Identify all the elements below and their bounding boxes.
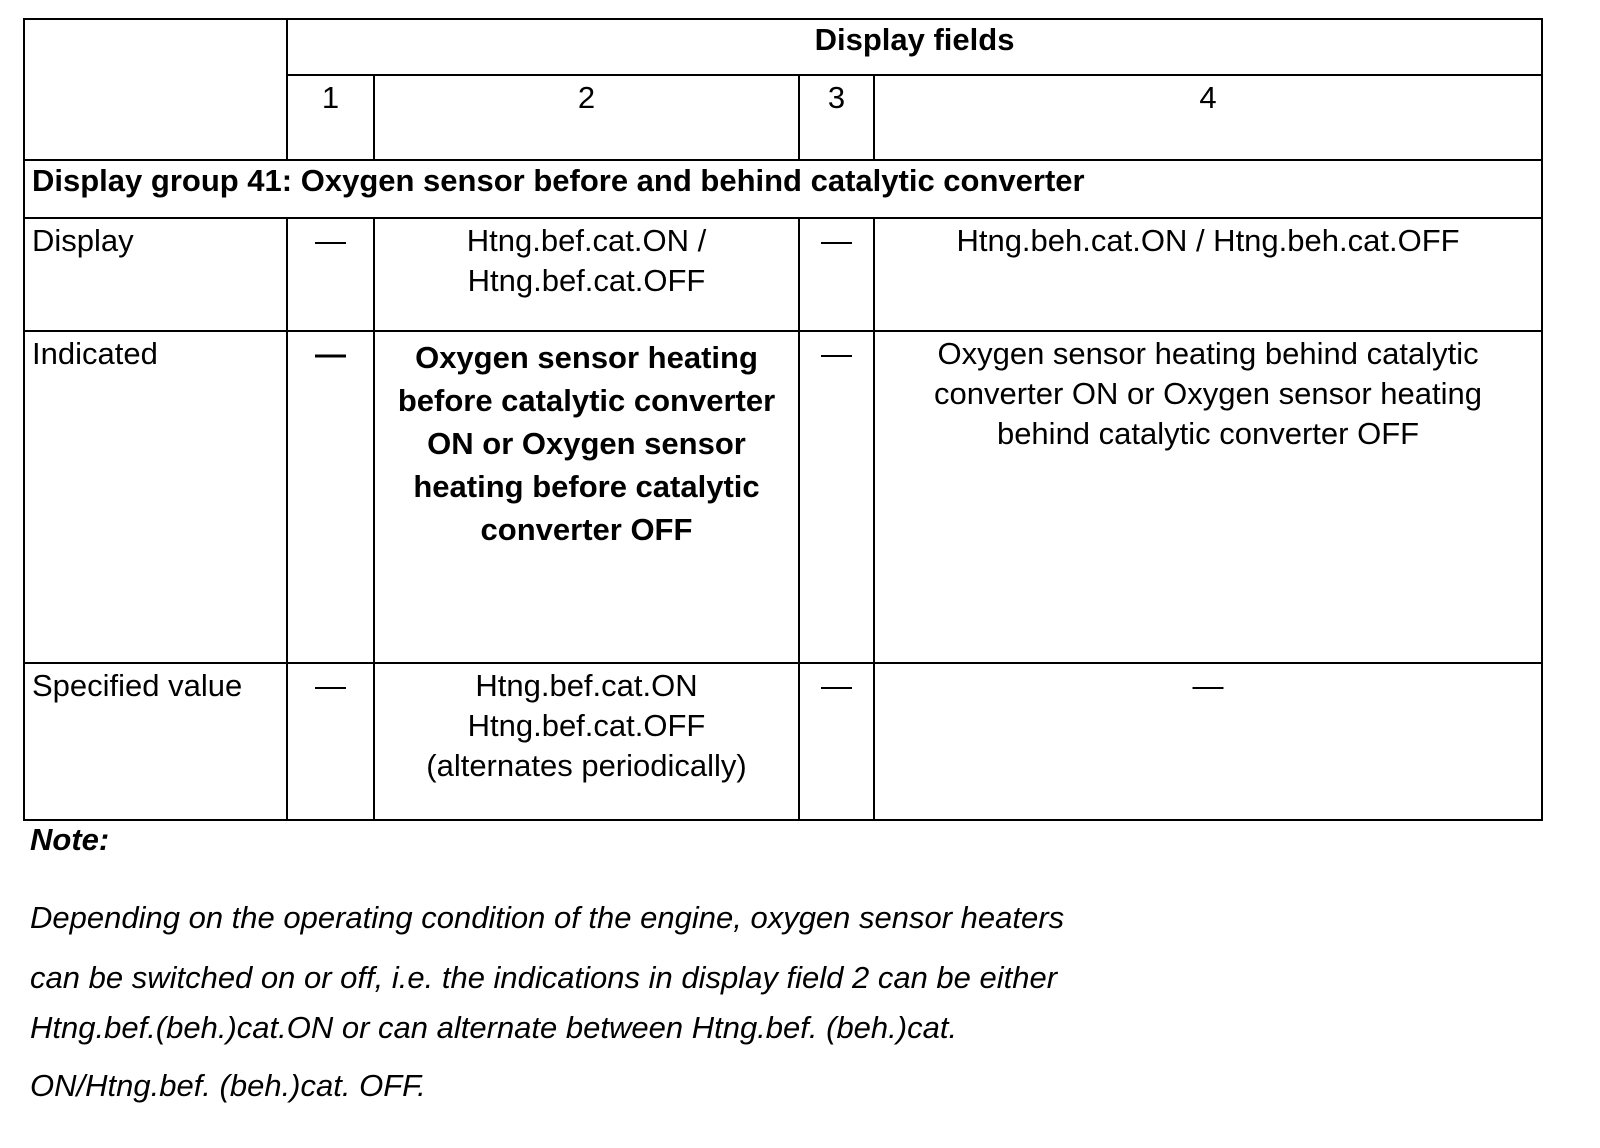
note-line: ON/Htng.bef. (beh.)cat. OFF. [30,1068,426,1103]
specified-field2-line: (alternates periodically) [426,748,747,783]
display-fields-header: Display fields [287,19,1542,75]
indicated-field2 [374,331,799,663]
display-field1 [287,218,374,331]
indicated-field2-line: before catalytic converter [397,383,776,418]
row-label-indicated [24,331,287,663]
indicated-field4 [874,331,1542,663]
specified-field2-line: Htng.bef.cat.OFF [467,708,706,743]
row-label-display [24,218,287,331]
indicated-field2-line: heating before catalytic [413,469,760,504]
table-row-display [24,218,1542,331]
note-line: Htng.bef.(beh.)cat.ON or can alternate between Htng.bef. (beh.)cat. [30,1010,958,1045]
display-field2 [374,218,799,331]
row-label-display-text: Display [32,223,134,258]
field-number-2: 2 [374,75,799,160]
table-row-specified [24,663,1542,820]
field-number-3: 3 [799,75,874,160]
display-group-table [23,18,1543,821]
indicated-field1-text: — [315,336,346,371]
specified-field4-text: — [1192,668,1224,703]
header-row [24,19,1542,75]
specified-field3 [799,663,874,820]
row-label-specified [24,663,287,820]
display-group-title: Display group 41: Oxygen sensor before and behind catalytic converter [24,160,1542,218]
specified-field3-text: — [821,668,852,703]
indicated-field4-line: behind catalytic converter OFF [996,416,1420,451]
group-row [24,160,1542,218]
specified-field4 [874,663,1542,820]
display-field1-text: — [315,223,346,258]
specified-field2 [374,663,799,820]
display-field2-line: Htng.bef.cat.OFF [467,263,706,298]
specified-field1-text: — [315,668,346,703]
indicated-field1 [287,331,374,663]
display-field3 [799,218,874,331]
display-field3-text: — [821,223,852,258]
indicated-field3 [799,331,874,663]
note-label: Note: [30,822,110,857]
display-field4-text: Htng.beh.cat.ON / Htng.beh.cat.OFF [956,223,1460,258]
indicated-field4-line: converter ON or Oxygen sensor heating [934,376,1482,411]
corner-cell [24,19,287,160]
specified-field1 [287,663,374,820]
row-label-specified-text: Specified value [32,668,243,703]
note-line: can be switched on or off, i.e. the indications in display field 2 can be either [30,960,1058,995]
row-label-indicated-text: Indicated [32,336,158,371]
display-field2-line: Htng.bef.cat.ON / [466,223,707,258]
field-number-4: 4 [874,75,1542,160]
indicated-field2-line: converter OFF [480,512,693,547]
indicated-field3-text: — [821,336,852,371]
indicated-field4-line: Oxygen sensor heating behind catalytic [937,336,1479,371]
field-number-1: 1 [287,75,374,160]
note-line: Depending on the operating condition of the engine, oxygen sensor heaters [30,900,1065,935]
specified-field2-line: Htng.bef.cat.ON [475,668,698,703]
display-field4 [874,218,1542,331]
indicated-field2-line: Oxygen sensor heating [415,340,758,375]
table-row-indicated [24,331,1542,663]
indicated-field2-line: ON or Oxygen sensor [427,426,746,461]
